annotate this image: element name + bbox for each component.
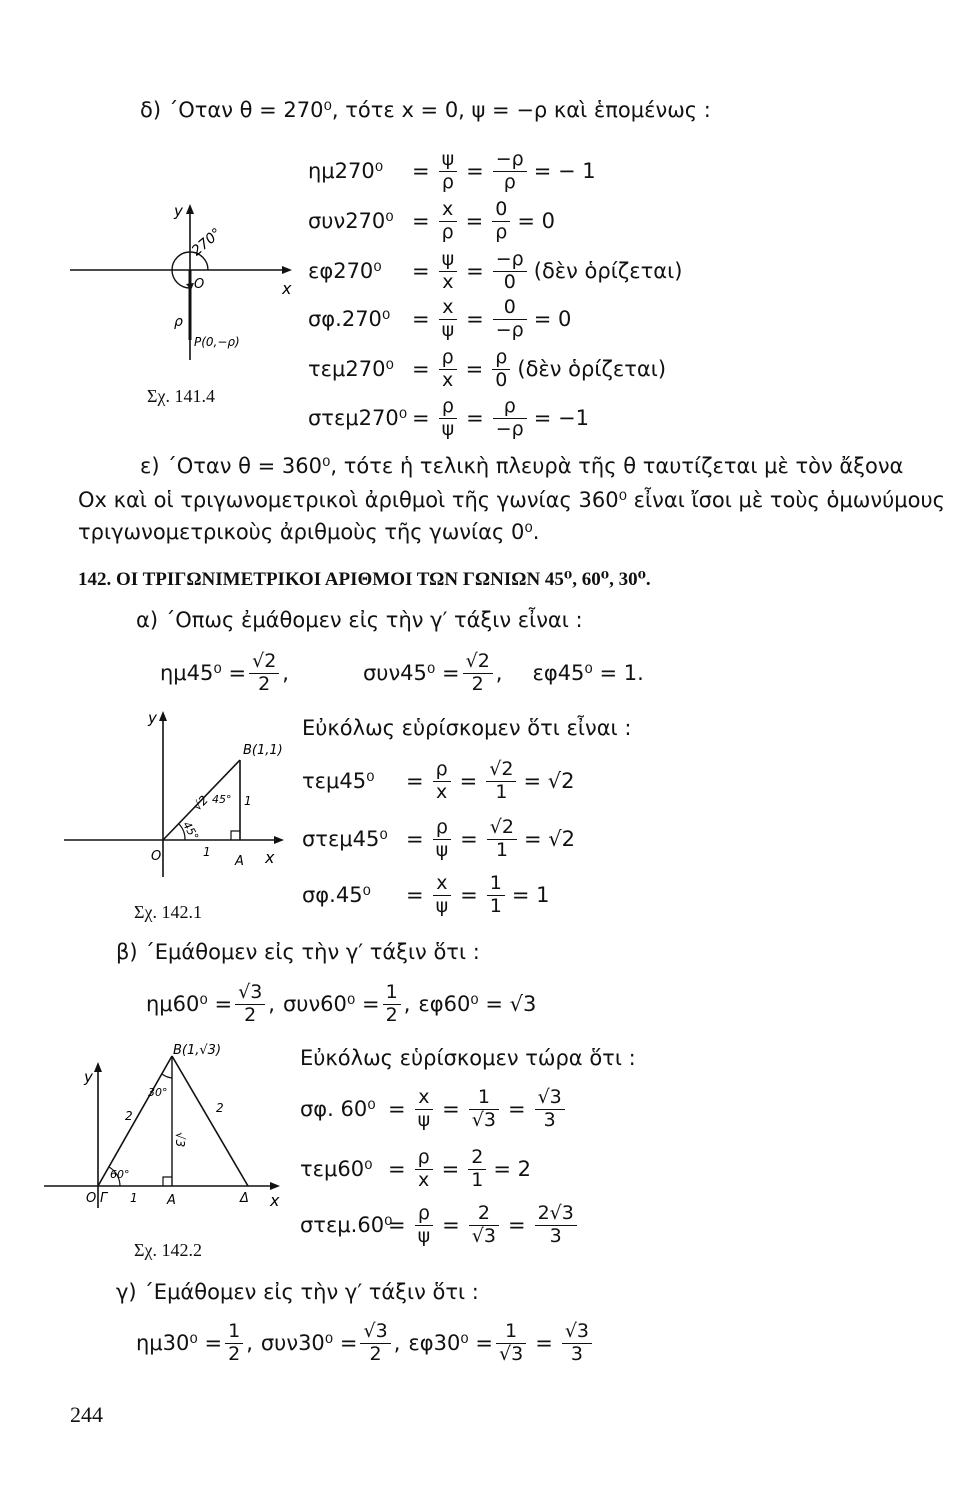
right-angle-mark bbox=[163, 1177, 172, 1186]
point-D-label: Δ bbox=[240, 1191, 249, 1206]
side-BD bbox=[172, 1056, 248, 1186]
y-axis-arrow bbox=[94, 1062, 102, 1072]
hypotenuse-label: √2 bbox=[190, 792, 211, 814]
origin-label: O bbox=[151, 849, 162, 864]
side-BD-label: 2 bbox=[216, 1101, 224, 1115]
leg-OA-label: 1 bbox=[203, 845, 211, 859]
right-angle-mark bbox=[231, 831, 240, 840]
s60-easy: Εὐκόλως εὑρίσκομεν τώρα ὅτι : bbox=[300, 1046, 636, 1070]
caption-141-4: Σχ. 141.4 bbox=[147, 386, 215, 406]
s60-basic-values: ημ60⁰ = $\frac{√3}{2}$ , συν60⁰ = $\frac{1}{2}$ , εφ60⁰ = √3 bbox=[146, 981, 537, 1026]
s270-row-5: τεμ270⁰ = $\frac{\rho}{x}$ = $\frac{\rho}{0}$ (δὲν ὁρίζεται) bbox=[308, 346, 667, 391]
figure-142-2 bbox=[40, 1036, 290, 1211]
angle-label: 270° bbox=[188, 225, 225, 260]
s60-row-3: στεμ.60⁰ = $\frac{\rho}{\psi}$ = $\frac{2}{√3}$ = $\frac{2√3}{3}$ bbox=[300, 1204, 580, 1247]
s45-row-1: τεμ45⁰ = $\frac{\rho}{x}$ = $\frac{√2}{1}$ = √2 bbox=[302, 758, 575, 803]
point-A-label: A bbox=[167, 1193, 176, 1208]
y-axis-arrow bbox=[159, 711, 167, 721]
y-label: y bbox=[148, 709, 157, 727]
caption-142-1: Σχ. 142.1 bbox=[134, 902, 202, 922]
s270-row-1: ημ270⁰ = $\frac{\psi}{\rho}$ = $\frac{-\rho}{\rho}$ = − 1 bbox=[308, 148, 596, 193]
angle-30-label: 30° bbox=[148, 1086, 168, 1099]
angle-arc-30 bbox=[162, 1074, 172, 1078]
x-axis-arrow bbox=[270, 1182, 280, 1190]
s45-easy: Εὐκόλως εὑρίσκομεν ὅτι εἶναι : bbox=[302, 716, 632, 740]
s45-basic-values: ημ45⁰ = $\frac{√2}{2}$ , συν45⁰ = $\frac{√2}{2}$ , εφ45⁰ = 1. bbox=[160, 650, 644, 695]
origin-label: O bbox=[86, 1191, 97, 1206]
s60-intro: β) ΄Εμάθομεν εἰς τὴν γ′ τάξιν ὅτι : bbox=[116, 940, 480, 964]
side-GB-label: 2 bbox=[125, 1109, 133, 1123]
y-label: y bbox=[174, 202, 183, 220]
x-axis-arrow bbox=[282, 266, 292, 274]
point-G-label: Γ bbox=[100, 1191, 108, 1206]
s270-row-6: στεμ270⁰ = $\frac{\rho}{\psi}$ = $\frac{\rho}{-\rho}$ = −1 bbox=[308, 395, 589, 440]
s270-row-4: σφ.270⁰ = $\frac{x}{\psi}$ = $\frac{0}{-\rho}$ = 0 bbox=[308, 296, 572, 341]
s60-row-1: σφ. 60⁰ = $\frac{x}{\psi}$ = $\frac{1}{√3}$ = $\frac{√3}{3}$ bbox=[300, 1088, 568, 1131]
s360-line-1: ε) ΄Οταν θ = 360⁰, τότε ἡ τελικὴ πλευρὰ τῆς θ ταυτίζεται μὲ τὸν ἄξονα bbox=[140, 454, 904, 478]
s270-row-2: συν270⁰ = $\frac{x}{\rho}$ = $\frac{0}{\rho}$ = 0 bbox=[308, 198, 556, 243]
s360-line-3: τριγωνομετρικοὺς ἀριθμοὺς τῆς γωνίας 0⁰. bbox=[78, 520, 540, 544]
y-label: y bbox=[84, 1068, 93, 1086]
point-A-label: A bbox=[235, 854, 244, 869]
x-label: x bbox=[265, 848, 275, 867]
segment-GA-label: 1 bbox=[130, 1191, 138, 1205]
point-B-label: B(1,√3) bbox=[173, 1043, 222, 1058]
s45-row-3: σφ.45⁰ = $\frac{x}{\psi}$ = $\frac{1}{1}$ = 1 bbox=[302, 872, 550, 917]
s45-row-2: στεμ45⁰ = $\frac{\rho}{\psi}$ = $\frac{√2}{1}$ = √2 bbox=[302, 816, 575, 861]
rho-label: ρ bbox=[174, 314, 183, 330]
point-B-label: B(1,1) bbox=[243, 743, 283, 758]
side-GB bbox=[98, 1056, 172, 1186]
x-label: x bbox=[282, 279, 292, 298]
s270-intro: δ) ΄Οταν θ = 270⁰, τότε x = 0, ψ = −ρ καὶ ἑπομένως : bbox=[140, 98, 711, 122]
x-label: x bbox=[270, 1191, 280, 1210]
origin-label: O bbox=[194, 277, 205, 292]
leg-AB-label: 1 bbox=[244, 794, 252, 808]
s60-row-2: τεμ60⁰ = $\frac{\rho}{x}$ = $\frac{2}{1}$ = 2 bbox=[300, 1146, 532, 1191]
figure-142-1 bbox=[60, 705, 300, 880]
s30-values: ημ30⁰ = $\frac{1}{2}$ , συν30⁰ = $\frac{√3}{2}$ , εφ30⁰ = $\frac{1}{√3}$ = $\frac{√3}{3}$ bbox=[136, 1322, 595, 1365]
angle-60-label: 60° bbox=[110, 1168, 130, 1181]
x-axis-arrow bbox=[274, 836, 284, 844]
s45-intro: α) ΄Οπως ἐμάθομεν εἰς τὴν γ′ τάξιν εἶναι : bbox=[136, 608, 583, 632]
angle-B-label: 45° bbox=[212, 793, 232, 806]
page-number: 244 bbox=[70, 1402, 103, 1427]
caption-142-2: Σχ. 142.2 bbox=[134, 1240, 202, 1260]
angle-O-label: 45° bbox=[180, 819, 202, 843]
point-label: P(0,−ρ) bbox=[194, 335, 240, 349]
figure-141-4 bbox=[60, 200, 300, 370]
y-axis-arrow bbox=[186, 204, 194, 214]
s360-line-2: Ox καὶ οἱ τριγωνομετρικοὶ ἀριθμοὶ τῆς γωνίας 360⁰ εἶναι ἴσοι μὲ τοὺς ὁμωνύμους bbox=[78, 488, 945, 512]
s270-row-3: εφ270⁰ = $\frac{\psi}{x}$ = $\frac{-\rho}{0}$ (δὲν ὁρίζεται) bbox=[308, 248, 683, 293]
s30-intro: γ) ΄Εμάθομεν εἰς τὴν γ′ τάξιν ὅτι : bbox=[116, 1280, 479, 1304]
height-label: √3 bbox=[173, 1132, 187, 1148]
section-heading: 142. ΟΙ ΤΡΙΓΩΝΙΜΕΤΡΙΚΟΙ ΑΡΙΘΜΟΙ ΤΩΝ ΓΩΝΙΩΝ 45⁰, 60⁰, 30⁰. bbox=[78, 569, 651, 590]
